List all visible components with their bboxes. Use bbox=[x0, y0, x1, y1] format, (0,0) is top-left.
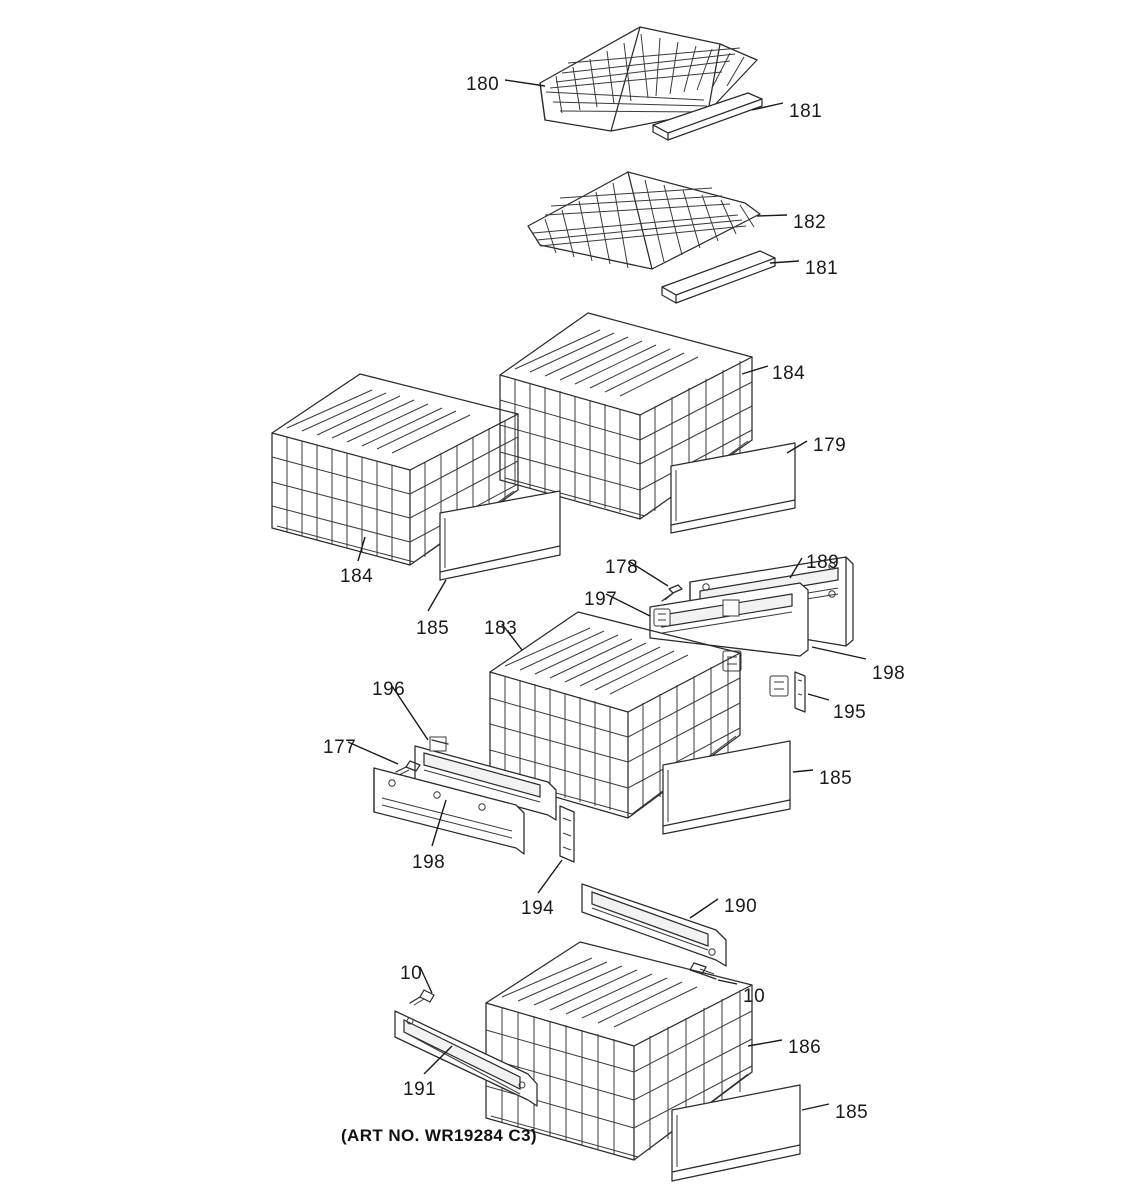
part-190-rail bbox=[582, 884, 726, 966]
callout-180: 180 bbox=[466, 74, 500, 95]
part-181-trim-strip-second bbox=[662, 251, 775, 303]
callout-198-lower: 198 bbox=[412, 852, 446, 873]
callout-10-left: 10 bbox=[400, 963, 423, 984]
callout-178: 178 bbox=[605, 557, 639, 578]
part-185-front-panel-bottom bbox=[672, 1085, 800, 1181]
part-198-slide-upper bbox=[650, 583, 808, 656]
callout-195: 195 bbox=[833, 702, 867, 723]
callout-184-left: 184 bbox=[340, 566, 374, 587]
callout-185-middle: 185 bbox=[819, 768, 853, 789]
callout-191: 191 bbox=[403, 1079, 437, 1100]
callout-177: 177 bbox=[323, 737, 357, 758]
callout-196: 196 bbox=[372, 679, 406, 700]
part-178-screw bbox=[662, 585, 682, 601]
callout-181-top: 181 bbox=[789, 101, 823, 122]
part-194-bracket bbox=[560, 806, 574, 862]
part-197-clip bbox=[654, 609, 670, 626]
callout-198-upper: 198 bbox=[872, 663, 906, 684]
part-182-wire-shelf bbox=[528, 172, 760, 269]
callout-189: 189 bbox=[806, 552, 840, 573]
callout-181-second: 181 bbox=[805, 258, 839, 279]
callout-184-right: 184 bbox=[772, 363, 806, 384]
part-180-wire-shelf bbox=[540, 27, 757, 131]
part-185-front-panel-left bbox=[440, 491, 560, 580]
callout-186: 186 bbox=[788, 1037, 822, 1058]
callout-179: 179 bbox=[813, 435, 847, 456]
art-number-label: (ART NO. WR19284 C3) bbox=[341, 1126, 537, 1145]
callout-10-right: 10 bbox=[743, 986, 766, 1007]
callout-194: 194 bbox=[521, 898, 555, 919]
part-185-front-panel-middle bbox=[663, 741, 790, 834]
part-195-clip bbox=[770, 672, 805, 712]
callout-182: 182 bbox=[793, 212, 827, 233]
callout-190: 190 bbox=[724, 896, 758, 917]
part-179-front-panel bbox=[671, 443, 795, 533]
callout-185-left: 185 bbox=[416, 618, 450, 639]
callout-185-bottom: 185 bbox=[835, 1102, 869, 1123]
callout-197: 197 bbox=[584, 589, 618, 610]
part-10-screw-left bbox=[410, 990, 434, 1005]
callout-183: 183 bbox=[484, 618, 518, 639]
